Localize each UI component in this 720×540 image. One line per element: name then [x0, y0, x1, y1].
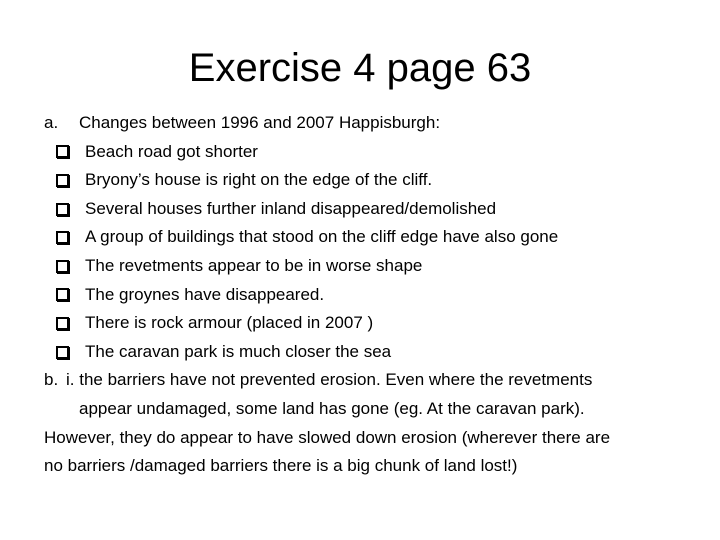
list-item: [44, 138, 684, 167]
part-b-line-4: no barriers /damaged barriers there is a big chunk of land lost!): [44, 456, 518, 476]
checkbox-bullet-icon: [56, 346, 69, 359]
part-a-heading: [44, 109, 684, 138]
list-item: [44, 281, 684, 310]
part-a-marker: a.: [44, 113, 59, 132]
checkbox-bullet-icon: [56, 203, 69, 216]
list-item: [44, 223, 684, 252]
slide-body: [44, 109, 684, 481]
checkbox-bullet-icon: [56, 288, 69, 301]
slide-title: Exercise 4 page 63: [188, 46, 532, 90]
part-b-line-2: appear undamaged, some land has gone (eg. At the caravan park).: [79, 398, 585, 418]
list-item-text: A group of buildings that stood on the cliff edge have also gone: [85, 227, 559, 247]
checkbox-bullet-icon: [56, 231, 69, 244]
part-a-heading-text: Changes between 1996 and 2007 Happisburgh:: [79, 113, 441, 132]
part-b-line-3: However, they do appear to have slowed down erosion (wherever there are: [44, 427, 611, 447]
list-item-text: Several houses further inland disappeared/demolished: [85, 198, 497, 218]
part-b-marker: b.: [44, 370, 59, 390]
list-item: [44, 252, 684, 281]
list-item-text: The caravan park is much closer the sea: [85, 341, 392, 361]
list-item-text: The revetments appear to be in worse shape: [85, 255, 423, 275]
list-item-text: Bryony’s house is right on the edge of the cliff.: [85, 170, 433, 190]
list-item: [44, 195, 684, 224]
checkbox-bullet-icon: [56, 174, 69, 187]
list-item: [44, 309, 684, 338]
list-item: [44, 166, 684, 195]
checkbox-bullet-icon: [56, 145, 69, 158]
list-item: [44, 338, 684, 367]
list-item-text: The groynes have disappeared.: [85, 284, 325, 304]
checkbox-bullet-icon: [56, 317, 69, 330]
part-b-line-1-text: i. the barriers have not prevented erosion. Even where the revetments: [66, 370, 593, 390]
part-b-line-1: [44, 366, 684, 395]
list-item-text: There is rock armour (placed in 2007 ): [85, 313, 374, 333]
list-item-text: Beach road got shorter: [85, 141, 258, 161]
checkbox-bullet-icon: [56, 260, 69, 273]
